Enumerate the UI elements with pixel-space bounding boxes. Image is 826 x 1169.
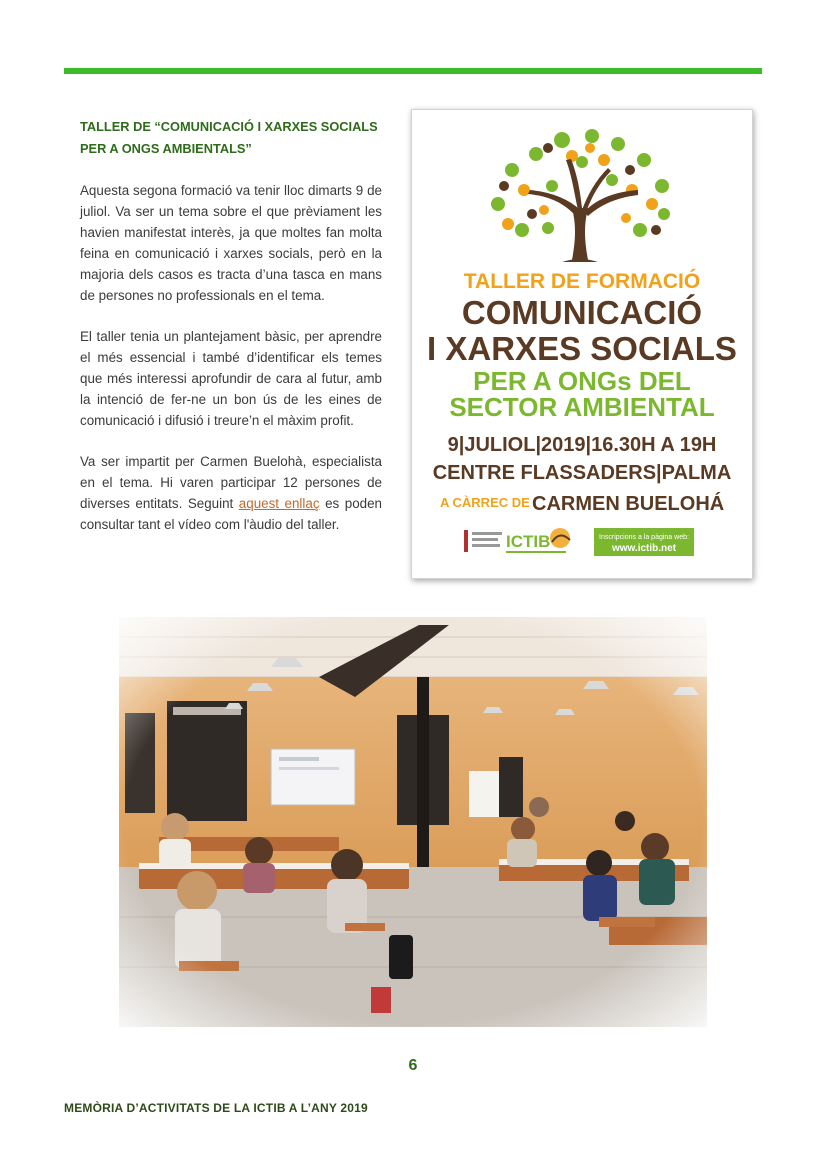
poster-line-4: PER A ONGs DEL: [473, 366, 691, 396]
paragraph-3-end: es poden consultar tant el vídeo com l'àudio del taller.: [80, 496, 382, 532]
poster-line-5: SECTOR AMBIENTAL: [449, 392, 715, 422]
poster-line-6: 9|JULIOL|2019|16.30H A 19H: [447, 434, 717, 456]
paragraph-3: [80, 451, 382, 535]
poster-line-7: CENTRE FLASSADERS|PALMA: [432, 462, 732, 484]
web-badge-url: www.ictib.net: [611, 543, 677, 554]
page-number: 6: [408, 1057, 418, 1074]
paragraph-2: El taller tenia un plantejament bàsic, per aprendre el més essencial i també d’identificar els temes que més interessi aprofundir de cara al futur, amb la intenció de fer-ne un bon ús de les eines de comunicació i difusió i treure’n el màxim profit.: [80, 329, 382, 428]
poster-line-8-name: CARMEN BUELOHÁ: [532, 493, 725, 515]
govern-logo: [464, 530, 502, 552]
poster-line-3: I XARXES SOCIALS: [427, 330, 737, 367]
web-badge-label: Inscripcions a la pàgina web:: [599, 534, 689, 541]
workshop-photo: [119, 617, 707, 1027]
poster-line-1: TALLER DE FORMACIÓ: [463, 270, 701, 293]
paragraph-3-start: Va ser impartit per Carmen Buelohà, especialista en el tema. Hi varen participar 12 persones de diverses entitats. Seguint: [80, 454, 382, 511]
paragraph-1: Aquesta segona formació va tenir lloc dimarts 9 de juliol. Va ser un tema sobre el que prèviament les havien manifestat interès, ja que moltes fan molta feina en comunicació i xarxes socials, però en la majoria dels casos es tracta d’una tasca en mans de persones no professionals en el tema.: [80, 183, 382, 303]
ictib-logo-text: ICTIB: [506, 532, 551, 551]
section-heading: TALLER DE “COMUNICACIÓ I XARXES SOCIALS PER A ONGS AMBIENTALS”: [80, 119, 378, 156]
video-link[interactable]: aquest enllaç: [238, 496, 320, 511]
article-text: [80, 116, 382, 555]
ictib-logo: [506, 528, 570, 553]
top-rule: [64, 68, 762, 74]
workshop-poster: [411, 109, 753, 579]
tree-illustration: [491, 129, 670, 262]
footer-title: MEMÒRIA D’ACTIVITATS DE LA ICTIB A L’ANY 2019: [64, 1101, 368, 1115]
poster-line-2: COMUNICACIÓ: [461, 294, 703, 331]
poster-line-8-prefix: A CÀRREC DE: [440, 495, 530, 510]
